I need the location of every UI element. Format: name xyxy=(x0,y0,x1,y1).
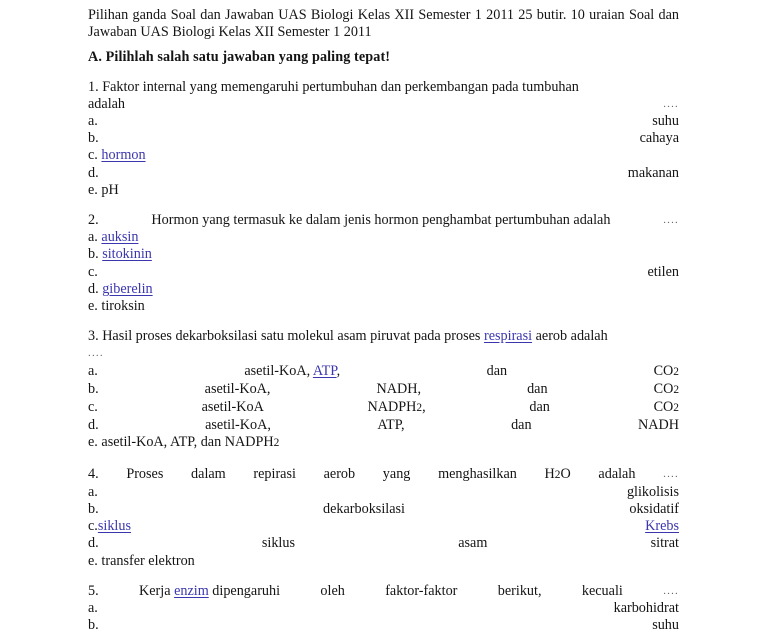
justify-spacer xyxy=(345,583,385,600)
formula-subscript: 2 xyxy=(273,437,280,450)
stem-word-2: oleh xyxy=(320,582,345,599)
stem-word-4: berikut, xyxy=(497,582,542,599)
option-label: a. xyxy=(88,362,98,379)
option-text-1: asetil-KoA, xyxy=(244,362,313,379)
option-text-2: NADH, xyxy=(376,380,422,397)
stem-word-3: repirasi xyxy=(253,465,296,482)
option-text: tiroksin xyxy=(101,298,145,315)
justify-spacer xyxy=(98,600,614,617)
intro-line-1: Pilihan ganda Soal dan Jawaban UAS Biologi Kelas XII Semester 1 2011 25 butir. 10 uraian xyxy=(88,7,625,23)
question-4-option-b xyxy=(88,501,679,518)
option-text-4 xyxy=(654,399,679,417)
question-2-stem-text: Hormon yang termasuk ke dalam jenis hormon penghambat pertumbuhan adalah xyxy=(151,212,611,229)
ellipsis: .... xyxy=(663,214,680,227)
option-label: a. xyxy=(88,483,98,500)
option-link-auksin[interactable]: auksin xyxy=(101,229,139,246)
option-link-sitokinin[interactable]: sitokinin xyxy=(102,246,152,263)
option-label: e. xyxy=(88,181,98,198)
question-5-stem-pre xyxy=(139,583,209,600)
stem-word-1: Proses xyxy=(126,465,164,482)
justify-spacer xyxy=(635,466,663,484)
question-1-stem-text: Faktor internal yang memengaruhi pertumbuhan dan perkembangan pada tumbuhan xyxy=(102,78,579,95)
option-label: b. xyxy=(88,501,99,518)
question-4-number: 4. xyxy=(88,465,99,482)
justify-spacer xyxy=(296,466,324,484)
question-1-option-d xyxy=(88,165,679,182)
option-link-giberelin[interactable]: giberelin xyxy=(102,280,153,297)
justify-spacer xyxy=(99,617,653,634)
formula-subscript: 2 xyxy=(554,468,561,481)
justify-spacer xyxy=(131,518,645,535)
question-2-stem xyxy=(88,212,679,229)
option-text: asetil-KoA, ATP, dan NADPH xyxy=(101,434,274,451)
question-1-option-e xyxy=(88,182,679,199)
question-3-stem-pre: Hasil proses dekarboksilasi satu molekul asam piruvat pada proses xyxy=(102,328,484,345)
stem-word-2: dalam xyxy=(191,465,226,482)
formula-subscript: 2 xyxy=(673,383,680,396)
option-link-siklus-krebs[interactable] xyxy=(98,518,679,535)
question-1-stem-cont: adalah xyxy=(88,95,126,112)
justify-spacer xyxy=(421,381,527,399)
option-text-mid: dekarboksilasi xyxy=(323,501,405,518)
option-text-4: NADH xyxy=(638,417,680,434)
question-1-stem-line1 xyxy=(88,79,679,96)
option-link-right: Krebs xyxy=(645,518,679,535)
justify-spacer xyxy=(264,399,368,417)
question-3-option-c xyxy=(88,399,679,417)
option-text-2: dan xyxy=(486,362,508,379)
option-segment xyxy=(244,363,340,381)
option-label: c. xyxy=(88,518,98,535)
option-text: transfer elektron xyxy=(101,552,195,569)
question-3-stem-line1 xyxy=(88,328,679,345)
question-3-number: 3. xyxy=(88,328,99,345)
justify-spacer xyxy=(271,417,377,434)
question-3-stem-ellipsis xyxy=(88,345,679,362)
justify-spacer xyxy=(542,583,582,600)
option-text-3: dan xyxy=(511,417,532,434)
question-4-option-a xyxy=(88,484,679,501)
question-1-stem-line2 xyxy=(88,96,679,113)
justify-spacer xyxy=(99,165,628,182)
option-label: d. xyxy=(88,280,99,297)
option-text-2 xyxy=(368,399,426,417)
question-5-option-b xyxy=(88,617,679,634)
stem-link-respirasi[interactable]: respirasi xyxy=(483,328,533,345)
justify-spacer xyxy=(340,363,486,381)
justify-spacer xyxy=(550,399,654,417)
option-text: cahaya xyxy=(639,130,679,147)
stem-word-5: kecuali xyxy=(581,582,623,599)
option-text: pH xyxy=(101,181,119,198)
stem-word-1-text: dipengaruhi xyxy=(212,582,281,599)
option-label: a. xyxy=(88,113,98,130)
option-label: e. xyxy=(88,552,98,569)
option-label: e. xyxy=(88,298,98,315)
stem-pre-text: Kerja xyxy=(139,582,175,599)
option-label: c. xyxy=(88,399,98,416)
formula-base: NADPH xyxy=(367,399,417,416)
justify-spacer xyxy=(517,466,545,484)
justify-spacer xyxy=(99,501,323,518)
section-heading: A. Pilihlah salah satu jawaban yang paling tepat! xyxy=(88,49,391,66)
justify-spacer xyxy=(98,484,627,501)
justify-spacer xyxy=(99,212,152,229)
question-1-option-c xyxy=(88,147,679,164)
option-label: a. xyxy=(88,229,98,246)
option-link-atp[interactable]: ATP xyxy=(312,362,337,379)
option-text: suhu xyxy=(652,113,679,130)
option-label: c. xyxy=(88,147,98,164)
intro-paragraph xyxy=(88,7,679,41)
question-4-option-d xyxy=(88,535,679,552)
option-text-mid: siklus xyxy=(261,535,295,552)
stem-word-5: yang xyxy=(382,465,411,482)
option-text: etilen xyxy=(647,263,679,280)
option-label: d. xyxy=(88,535,99,552)
justify-spacer xyxy=(623,583,663,600)
option-text-1-tail: , xyxy=(336,362,341,379)
formula-subscript: 2 xyxy=(673,402,679,415)
ellipsis: .... xyxy=(663,467,679,480)
option-text-1: asetil-KoA, xyxy=(204,380,271,397)
justify-spacer xyxy=(405,417,511,434)
justify-spacer xyxy=(532,417,638,434)
option-label: d. xyxy=(88,417,99,434)
question-5-option-a xyxy=(88,600,679,617)
justify-spacer xyxy=(295,535,458,552)
question-2-option-d xyxy=(88,281,679,298)
question-4-stem xyxy=(88,466,679,484)
question-4-option-e xyxy=(88,553,679,570)
option-text-3: dan xyxy=(527,380,548,397)
ellipsis: .... xyxy=(663,584,679,597)
justify-spacer xyxy=(410,466,438,484)
question-1-number: 1. xyxy=(88,78,99,95)
justify-spacer xyxy=(507,363,653,381)
justify-spacer xyxy=(426,399,530,417)
question-5-stem xyxy=(88,583,679,600)
option-label: b. xyxy=(88,246,99,263)
intro-line-2: Soal dan Jawaban UAS Biologi Kelas XII Semester 1 2011 xyxy=(88,7,679,41)
question-block-2 xyxy=(88,212,679,315)
justify-spacer xyxy=(355,466,383,484)
question-block-4 xyxy=(88,466,679,570)
option-text-3 xyxy=(654,363,679,381)
question-1-option-a xyxy=(88,113,679,130)
option-text-3: dan xyxy=(529,399,550,416)
question-block-1 xyxy=(88,79,679,199)
formula-base: CO xyxy=(653,399,674,416)
justify-spacer xyxy=(99,130,640,147)
question-5-number: 5. xyxy=(88,582,99,599)
justify-spacer xyxy=(280,583,320,600)
question-4-option-c xyxy=(88,518,679,535)
justify-spacer xyxy=(405,501,629,518)
question-2-number: 2. xyxy=(88,212,99,229)
stem-formula xyxy=(545,466,571,484)
stem-word-3: faktor-faktor xyxy=(385,582,458,599)
option-text-1: asetil-KoA xyxy=(201,399,264,416)
justify-spacer xyxy=(99,466,127,484)
question-block-5 xyxy=(88,583,679,635)
stem-tail: adalah xyxy=(598,465,636,482)
option-label: b. xyxy=(88,617,99,634)
question-2-option-b xyxy=(88,246,679,263)
formula-tail: , xyxy=(422,399,426,416)
option-text-4 xyxy=(654,381,679,399)
justify-spacer xyxy=(548,381,654,399)
question-2-option-c xyxy=(88,264,679,281)
option-text-1: asetil-KoA, xyxy=(205,417,271,434)
justify-spacer xyxy=(99,583,139,600)
option-text-2: ATP, xyxy=(377,417,405,434)
justify-spacer xyxy=(98,363,244,381)
option-link-left: siklus xyxy=(97,518,131,535)
ellipsis: .... xyxy=(88,347,104,360)
justify-spacer xyxy=(99,417,205,434)
question-3-option-a xyxy=(88,363,679,381)
option-label: b. xyxy=(88,130,99,147)
justify-spacer xyxy=(98,399,202,417)
option-text: oksidatif xyxy=(629,501,679,518)
formula-base: H xyxy=(544,465,555,482)
justify-spacer xyxy=(99,535,262,552)
justify-spacer xyxy=(270,381,376,399)
justify-spacer xyxy=(226,466,254,484)
formula-subscript: 2 xyxy=(416,402,423,415)
justify-spacer xyxy=(98,264,648,281)
justify-spacer xyxy=(99,381,205,399)
question-1-option-b xyxy=(88,130,679,147)
formula-base: CO xyxy=(653,380,674,397)
justify-spacer xyxy=(163,466,191,484)
stem-word-4: aerob xyxy=(323,465,356,482)
option-label: c. xyxy=(88,263,98,280)
question-2-option-a xyxy=(88,229,679,246)
option-label: a. xyxy=(88,600,98,617)
option-text: sitrat xyxy=(650,535,679,552)
justify-spacer xyxy=(610,212,663,229)
question-3-stem-post: aerob adalah xyxy=(532,328,608,345)
ellipsis: .... xyxy=(663,97,679,110)
option-text: karbohidrat xyxy=(613,600,679,617)
formula-tail: O xyxy=(560,465,571,482)
option-text: suhu xyxy=(652,617,679,634)
question-3-option-e xyxy=(88,434,679,452)
question-2-option-e xyxy=(88,298,679,315)
stem-link-enzim[interactable]: enzim xyxy=(174,582,209,599)
option-link-hormon[interactable]: hormon xyxy=(101,147,146,164)
option-label: e. xyxy=(88,434,98,451)
option-text: makanan xyxy=(627,164,679,181)
justify-spacer xyxy=(457,583,497,600)
option-label: d. xyxy=(88,164,99,181)
justify-spacer xyxy=(125,96,663,113)
question-3-option-d xyxy=(88,417,679,434)
question-block-3 xyxy=(88,328,679,452)
justify-spacer xyxy=(487,535,650,552)
formula-subscript: 2 xyxy=(673,365,679,378)
justify-spacer xyxy=(98,113,652,130)
justify-spacer xyxy=(571,466,599,484)
formula-base: CO xyxy=(653,362,674,379)
option-label: b. xyxy=(88,380,99,397)
option-text-mid-2: asam xyxy=(458,535,488,552)
stem-word-6: menghasilkan xyxy=(438,465,517,482)
question-3-option-b xyxy=(88,381,679,399)
option-text: glikolisis xyxy=(626,483,679,500)
